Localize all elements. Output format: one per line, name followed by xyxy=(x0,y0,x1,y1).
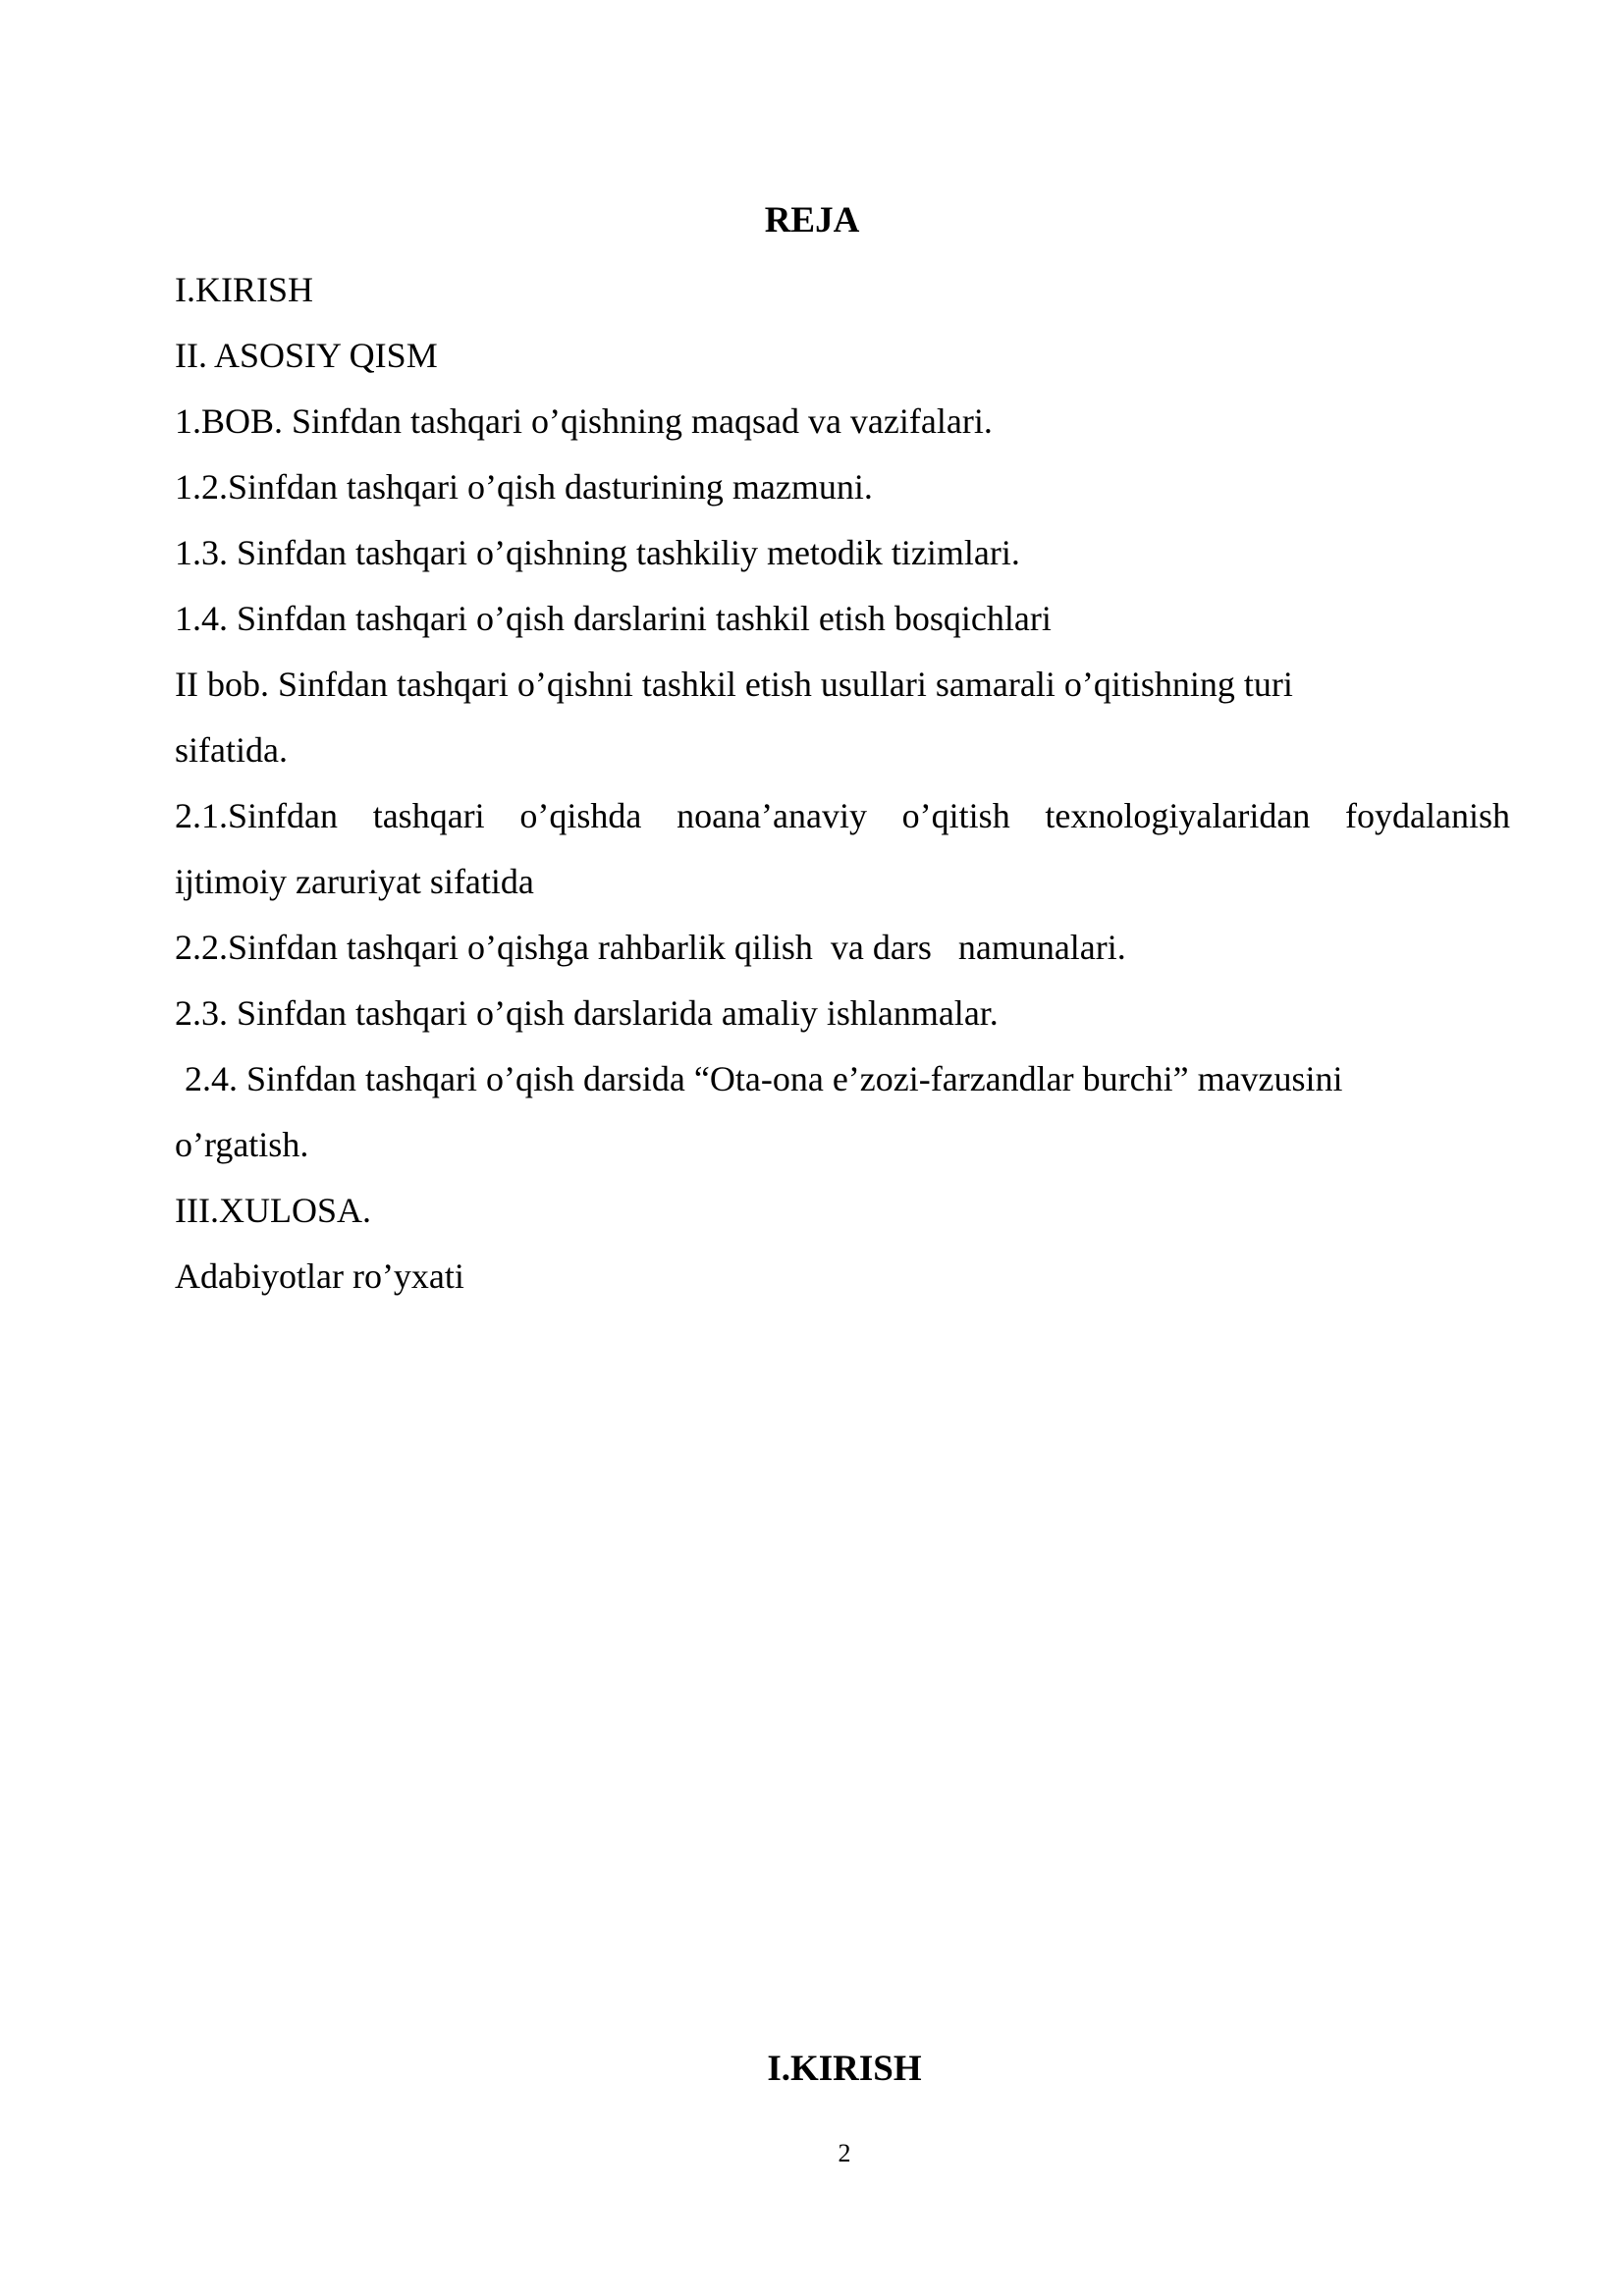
toc-item-1-bob: 1.BOB. Sinfdan tashqari o’qishning maqsad va vazifalari. xyxy=(175,401,993,441)
page-title: REJA xyxy=(764,200,860,240)
table-of-contents xyxy=(175,257,1510,1309)
toc-item-2-bob: II bob. Sinfdan tashqari o’qishni tashkil etish usullari samarali o’qitishning turi xyxy=(175,665,1293,704)
toc-item-2-3: 2.3. Sinfdan tashqari o’qish darslarida amaliy ishlanmalar. xyxy=(175,993,999,1033)
toc-item-1-3: 1.3. Sinfdan tashqari o’qishning tashkiliy metodik tizimlari. xyxy=(175,533,1020,572)
toc-item-2-2: 2.2.Sinfdan tashqari o’qishga rahbarlik qilish va dars namunalari. xyxy=(175,928,1126,967)
toc-item-2-1-cont: ijtimoiy zaruriyat sifatida xyxy=(175,862,534,901)
toc-item-1-4: 1.4. Sinfdan tashqari o’qish darslarini tashkil etish bosqichlari xyxy=(175,599,1052,638)
toc-item-2-bob-cont: sifatida. xyxy=(175,730,288,770)
toc-item-kirish: I.KIRISH xyxy=(175,270,313,309)
section-heading: I.KIRISH xyxy=(767,2049,922,2089)
toc-item-asosiy-qism: II. ASOSIY QISM xyxy=(175,336,438,375)
toc-item-2-1: 2.1.Sinfdan tashqari o’qishda noana’anaviy o’qitish texnologiyalaridan foydalanish xyxy=(175,796,1510,835)
toc-item-2-4: 2.4. Sinfdan tashqari o’qish darsida “Ota-ona e’zozi-farzandlar burchi” mavzusini xyxy=(185,1059,1343,1098)
toc-item-adabiyotlar: Adabiyotlar ro’yxati xyxy=(175,1256,464,1296)
page-number: 2 xyxy=(838,2139,851,2167)
toc-item-xulosa: III.XULOSA. xyxy=(175,1191,371,1230)
toc-item-1-2: 1.2.Sinfdan tashqari o’qish dasturining mazmuni. xyxy=(175,467,873,507)
toc-item-2-4-cont: o’rgatish. xyxy=(175,1125,309,1164)
